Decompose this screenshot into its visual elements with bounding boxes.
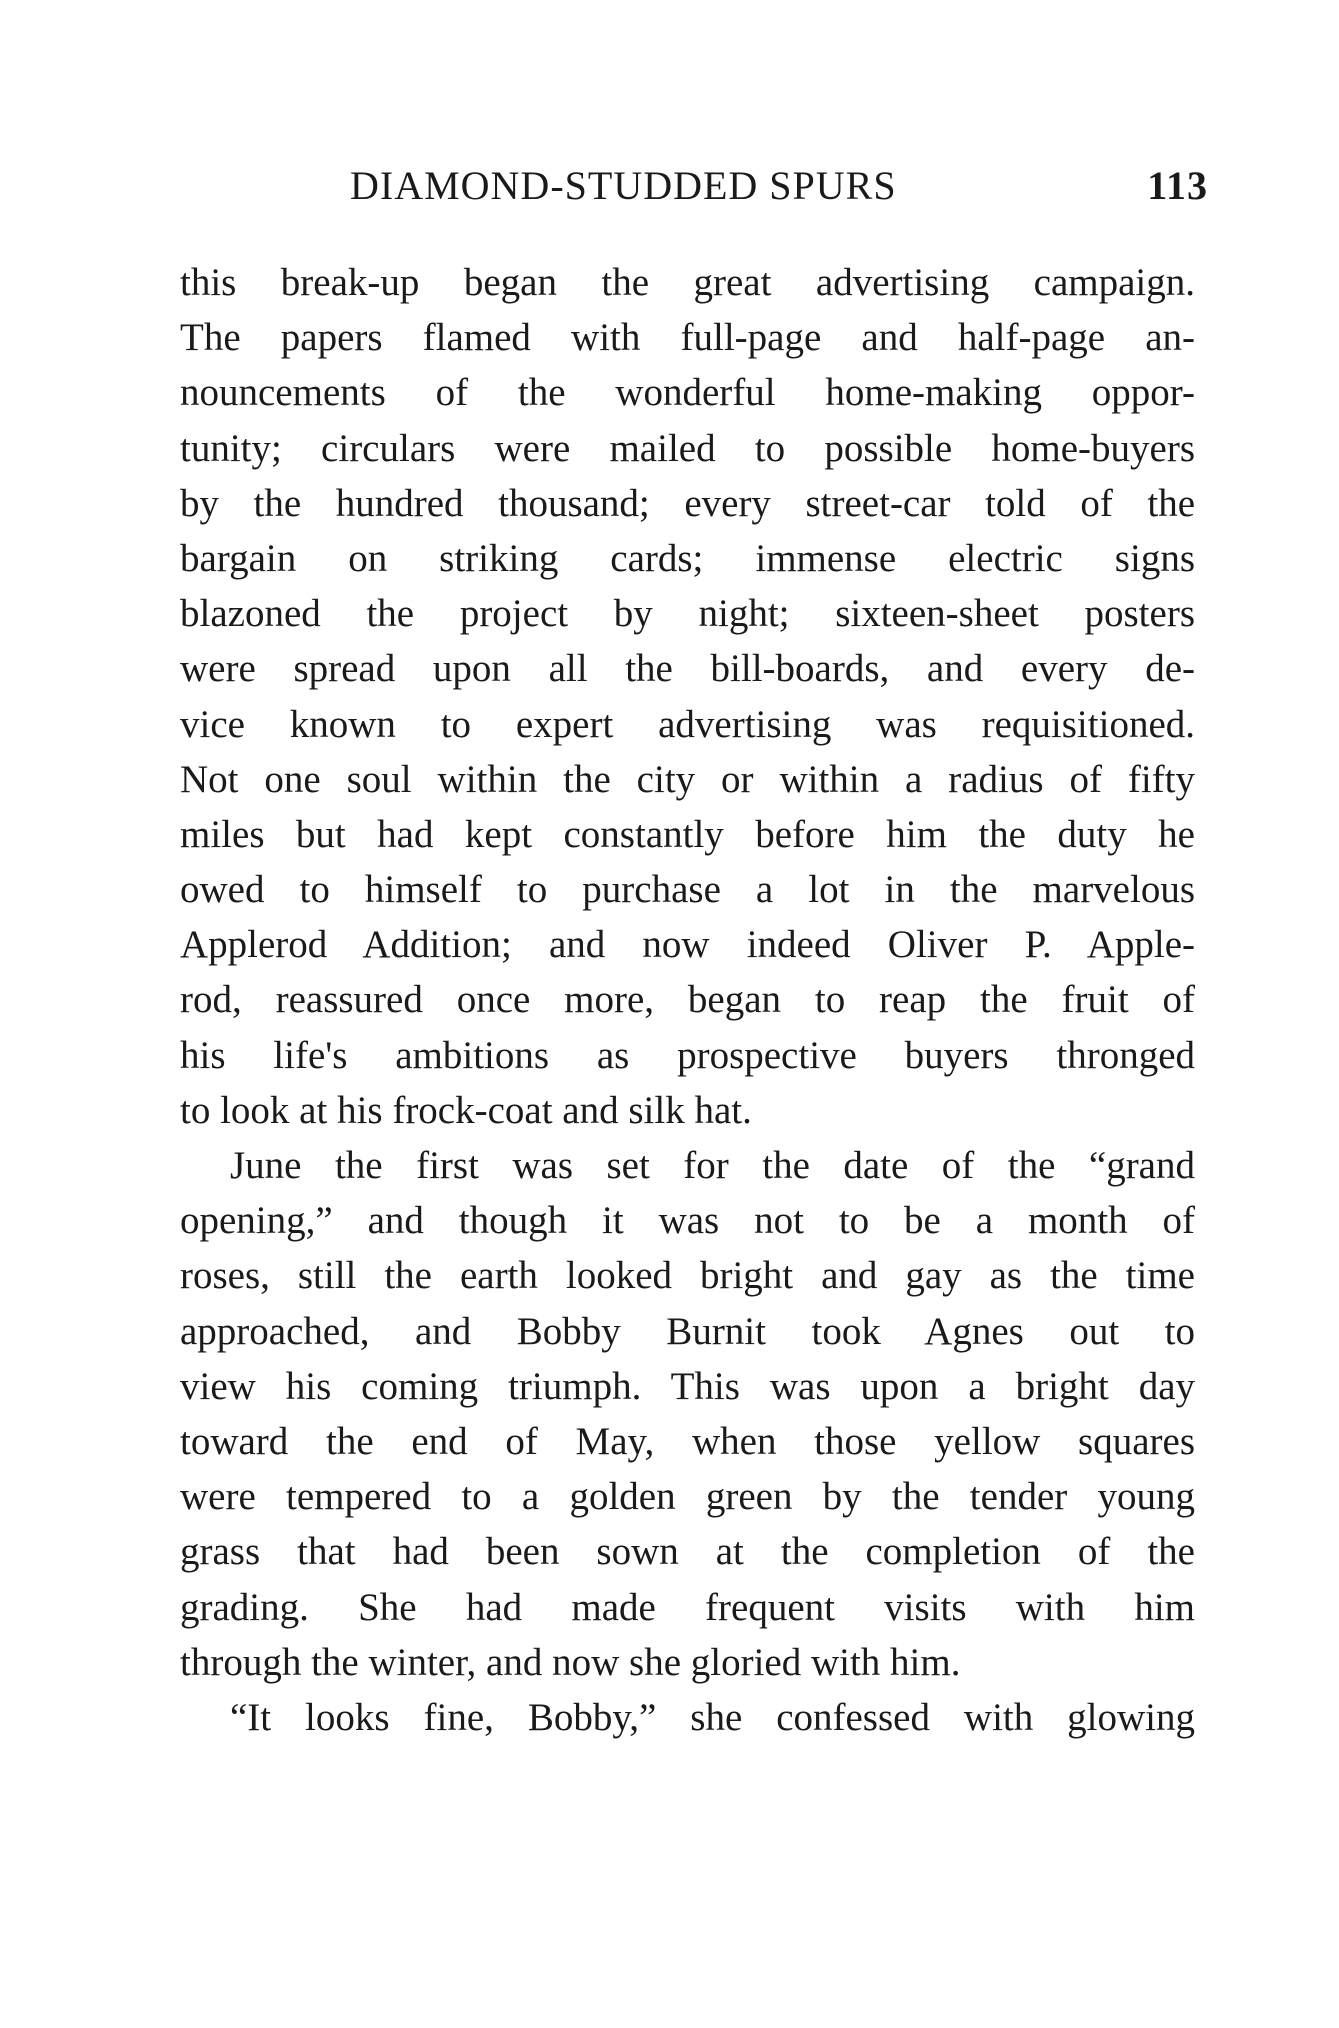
text-line: toward the end of May, when those yellow squares: [180, 1419, 1195, 1463]
text-line: nouncements of the wonderful home-making oppor-: [180, 371, 1195, 415]
text-line: Not one soul within the city or within a radius of fifty: [180, 757, 1195, 801]
text-line: his life's ambitions as prospective buyers thronged: [180, 1033, 1195, 1077]
body-text: [180, 255, 1195, 1745]
text-line: grass that had been sown at the completion of the: [180, 1530, 1195, 1574]
text-line: opening,” and though it was not to be a month of: [180, 1199, 1195, 1243]
text-line: bargain on striking cards; immense electric signs: [180, 536, 1195, 580]
page-header: [350, 162, 1208, 212]
text-line: Applerod Addition; and now indeed Oliver P. Apple-: [180, 923, 1195, 967]
text-line: blazoned the project by night; sixteen-sheet posters: [180, 592, 1195, 636]
text-line: were spread upon all the bill-boards, and every de-: [180, 647, 1195, 691]
text-line: tunity; circulars were mailed to possible home-buyers: [180, 426, 1195, 470]
text-line: The papers flamed with full-page and half-page an-: [180, 316, 1195, 360]
text-line: rod, reassured once more, began to reap the fruit of: [180, 978, 1195, 1022]
text-line: miles but had kept constantly before him the duty he: [180, 812, 1195, 856]
text-line: “It looks fine, Bobby,” she confessed with glowing: [230, 1695, 1195, 1739]
running-title: DIAMOND-STUDDED SPURS: [350, 163, 897, 208]
text-line: by the hundred thousand; every street-car told of the: [180, 481, 1195, 525]
text-line: view his coming triumph. This was upon a bright day: [180, 1364, 1195, 1408]
page-number: 113: [1147, 163, 1208, 208]
text-line: grading. She had made frequent visits with him: [180, 1585, 1195, 1629]
text-line: owed to himself to purchase a lot in the marvelous: [180, 868, 1195, 912]
text-line: were tempered to a golden green by the tender young: [180, 1475, 1195, 1519]
text-line: vice known to expert advertising was requisitioned.: [180, 702, 1195, 746]
text-line: to look at his frock-coat and silk hat.: [180, 1088, 752, 1132]
text-line: June the first was set for the date of the “grand: [230, 1144, 1195, 1187]
text-line: through the winter, and now she gloried with him.: [180, 1640, 961, 1684]
text-line: roses, still the earth looked bright and gay as the time: [180, 1254, 1195, 1298]
text-line: this break-up began the great advertising campaign.: [180, 261, 1195, 304]
text-line: approached, and Bobby Burnit took Agnes out to: [180, 1309, 1195, 1353]
